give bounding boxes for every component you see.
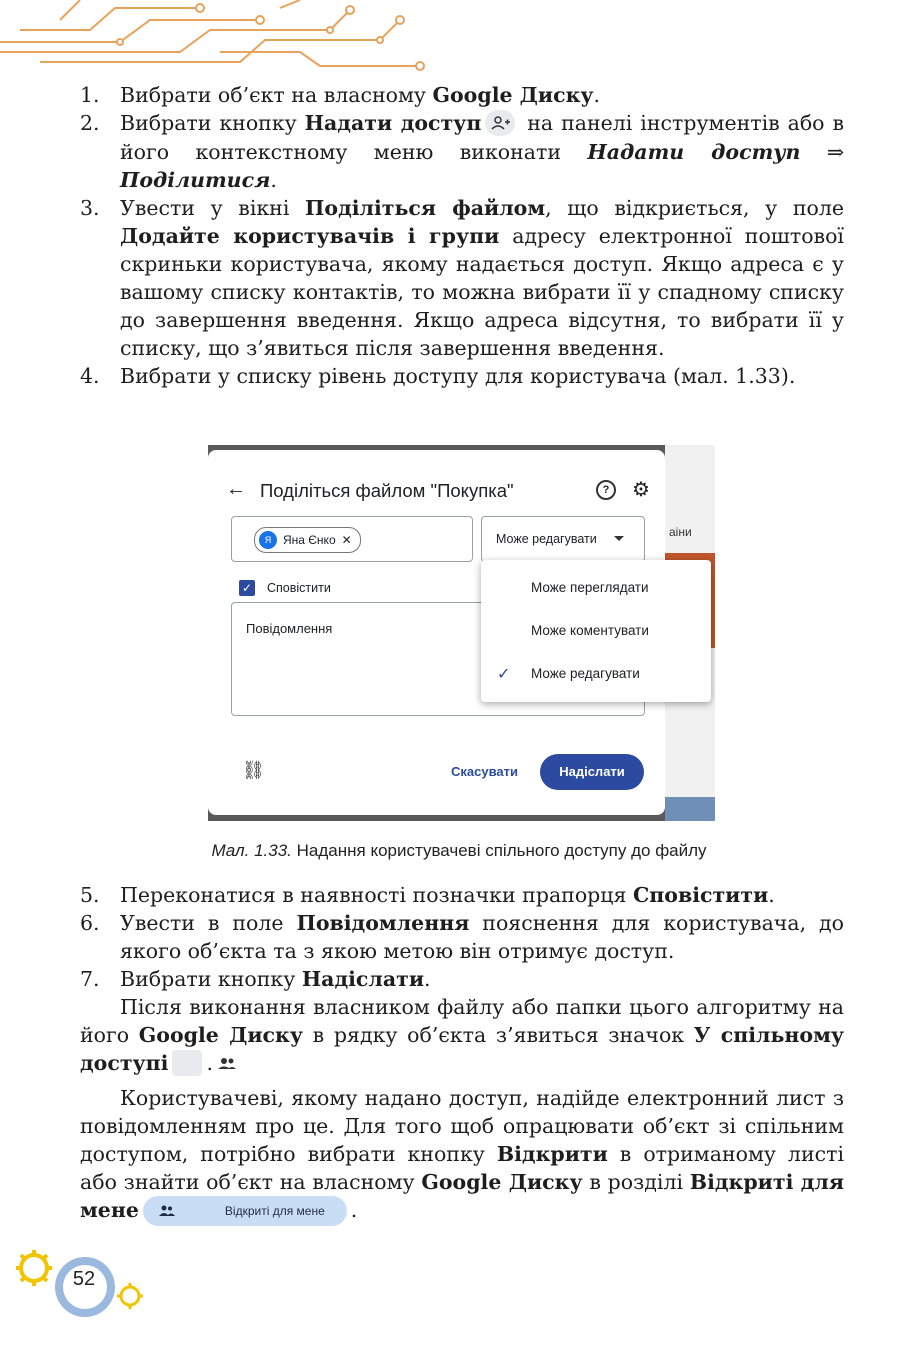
item-number: 1. [80,83,100,107]
role-label: Може редагувати [496,532,597,546]
figure-caption: Мал. 1.33. Надання користувачеві спільного доступу до файлу [211,841,707,860]
send-button[interactable]: Надіслати [540,754,644,790]
shared-people-icon [172,1050,202,1076]
steps-list-bottom [80,881,844,1226]
list-item: 3. Увести у вікні Поділіться файлом, що відкриється, у поле Додайте користувачів і групи адресу електронної поштової скриньки користувача, якому надається доступ. Якщо адреса є у вашому списку контактів, то можна вибрати її у спадному списку до завершення введення. Якщо адреса відсутня, то вибрати її у списку, що з’явиться після завершення введення. [80,195,845,360]
list-item: 4. Вибрати у списку рівень доступу для користувача (мал. 1.33). [80,363,796,388]
notify-label: Сповістити [267,581,331,595]
gear-icon[interactable]: ⚙ [632,479,650,501]
cancel-button[interactable]: Скасувати [451,764,518,779]
menu-item-comment[interactable]: Може коментувати [531,623,649,638]
list-item: 2. Вибрати кнопку Надати доступ на панелі інструментів або в його контекстному меню виконати Надати доступ ⇒ Поділитися. [80,111,844,192]
circuit-decoration [0,0,440,72]
steps-list-top [80,81,844,390]
item-number: 3. [80,195,100,220]
avatar: Я [259,531,277,549]
close-icon[interactable]: ✕ [341,533,352,547]
share-dialog-screenshot [208,445,715,821]
paragraph-open-shared: Користувачеві, якому надано доступ, надійде електронний лист з повідомленням про це. Для того щоб опрацювати об’єкт зі спільним доступом, потрібно вибрати кнопку Відкрити в отриманому листі або знайти об’єкт на власному Google Диску в розділі Відкриті для мене Відкриті для мене . [80,1084,844,1227]
item-number: 7. [80,967,100,991]
user-chip[interactable] [254,527,361,553]
menu-item-view[interactable]: Може переглядати [531,580,649,595]
list-item: 6. Увести в поле Повідомлення пояснення для користувача, до якого об’єкта та з якою метою він отримує доступ. [80,911,844,963]
role-dropdown[interactable] [481,516,645,562]
role-menu [481,560,711,702]
list-item: 5. Переконатися в наявності позначки прапорця Сповістити. [80,883,775,907]
check-icon: ✓ [497,666,511,683]
message-placeholder: Повідомлення [246,621,333,636]
add-person-icon [485,110,515,136]
add-people-field[interactable] [231,516,473,562]
chip-name: Яна Єнко [283,533,336,547]
background-drive-window: аіни [665,445,715,821]
notify-checkbox[interactable]: ✓ [239,580,255,596]
list-item: 1. Вибрати об’єкт на власному Google Диску. [80,83,601,107]
back-arrow-icon[interactable]: ← [226,478,246,500]
help-icon[interactable]: ? [596,480,616,500]
notify-option[interactable] [239,580,331,596]
list-item: 7. Вибрати кнопку Надіслати. [80,967,431,991]
page-number: 52 [72,1268,96,1290]
link-icon[interactable]: ⛓ [242,760,265,780]
item-number: 2. [80,111,100,135]
paragraph-shared-icon: Після виконання власником файлу або папки цього алгоритму на його Google Диску в рядку об’єкта з’явиться значок У спільному доступі . [80,995,844,1075]
chevron-down-icon [614,536,624,541]
menu-item-edit[interactable]: Може редагувати [531,666,640,681]
people-icon [159,1205,175,1217]
item-number: 6. [80,911,100,935]
item-number: 4. [80,363,100,388]
dialog-title: Поділіться файлом "Покупка" [260,480,514,501]
shared-with-me-pill: Відкриті для мене [143,1196,347,1226]
item-number: 5. [80,883,100,907]
